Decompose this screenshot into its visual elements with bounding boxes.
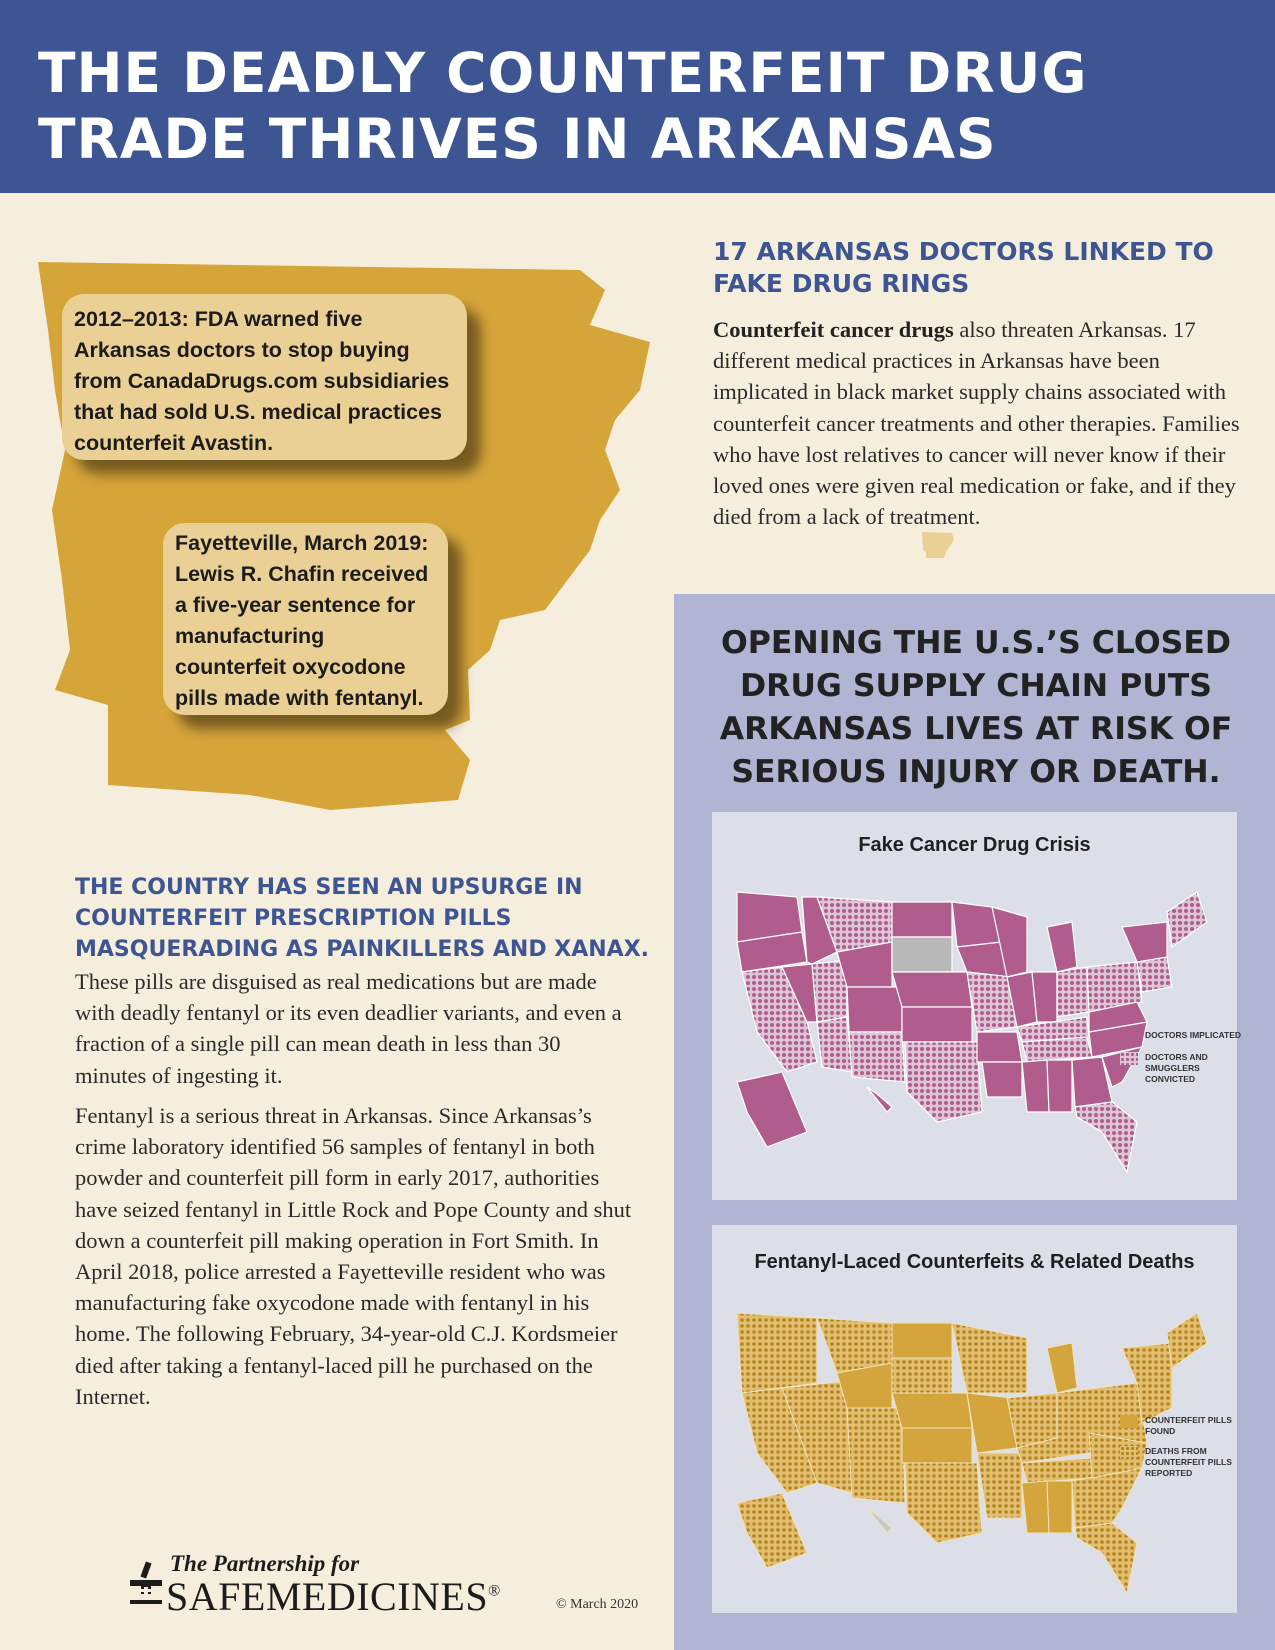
legend-item-doctors-implicated: DOCTORS IMPLICATED [1120, 1030, 1245, 1043]
legend-swatch-dotted [1120, 1052, 1138, 1065]
doctors-text: also threaten Arkansas. 17 different medical practices in Arkansas have been implicated in black market supply chains associated with counterfeit cancer treatments and other therapies. Families who have lost relatives to cancer will never know if their loved ones were given real medication or fake, and if they died from a lack of treatment. [713, 317, 1240, 530]
legend-item-pills-found: COUNTERFEIT PILLS FOUND [1120, 1415, 1245, 1437]
arkansas-end-mark [920, 530, 956, 560]
upsurge-heading: THE COUNTRY HAS SEEN AN UPSURGE IN COUNTERFEIT PRESCRIPTION PILLS MASQUERADING AS PAINKILLERS AND XANAX. [75, 875, 650, 962]
fentanyl-map-title: Fentanyl-Laced Counterfeits & Related Deaths [754, 1251, 1195, 1273]
cancer-map-card [712, 812, 1242, 1200]
logo-tagline: The Partnership for [170, 1551, 360, 1576]
mortar-pestle-icon [126, 1560, 166, 1610]
doctors-body [713, 314, 1243, 532]
us-map-cancer [727, 872, 1217, 1182]
legend-swatch-dotted [1120, 1446, 1138, 1459]
legend-swatch-solid [1120, 1415, 1138, 1428]
fentanyl-map-legend [1120, 1415, 1245, 1488]
upsurge-paragraph-1: These pills are disguised as real medications but are made with deadly fentanyl or its even deadlier variants, and even a fraction of a single pill can mean death in less than 30 minutes of ingesting it. [75, 969, 622, 1088]
page-title: THE DEADLY COUNTERFEIT DRUG TRADE THRIVES IN ARKANSAS [38, 41, 1088, 171]
legend-item-doctors-convicted: DOCTORS AND SMUGGLERS CONVICTED [1120, 1052, 1245, 1085]
header-banner [0, 0, 1275, 193]
doctors-heading: 17 ARKANSAS DOCTORS LINKED TO FAKE DRUG RINGS [713, 237, 1214, 298]
upsurge-paragraph-2: Fentanyl is a serious threat in Arkansas. Since Arkansas’s crime laboratory identified 56 samples of fentanyl in both powder and counterfeit pill form in early 2017, authorities have seized fentanyl in Little Rock and Pope County and shut down a counterfeit pill making operation in Fort Smith. In April 2018, police arrested a Fayetteville resident who was manufacturing fake oxycodone made with fentanyl in his home. The following February, 34-year-old C.J. Kordsmeier died after taking a fentanyl-laced pill he purchased on the Internet. [75, 1103, 632, 1409]
legend-item-deaths-reported: DEATHS FROM COUNTERFEIT PILLS REPORTED [1120, 1446, 1245, 1479]
cancer-map-title: Fake Cancer Drug Crisis [858, 834, 1091, 856]
legend-swatch-solid [1120, 1030, 1138, 1043]
cancer-map-legend [1120, 1030, 1245, 1094]
callout-fda-warning: 2012–2013: FDA warned five Arkansas doctors to stop buying from CanadaDrugs.com subsidiaries that had sold U.S. medical practices counterfeit Avastin. [62, 294, 467, 460]
doctors-lead: Counterfeit cancer drugs [713, 317, 954, 342]
fentanyl-map-card [712, 1225, 1237, 1613]
risk-panel-title: OPENING THE U.S.’S CLOSED DRUG SUPPLY CHAIN PUTS ARKANSAS LIVES AT RISK OF SERIOUS INJURY OR DEATH. [719, 625, 1233, 790]
copyright-date: © March 2020 [556, 1597, 639, 1612]
callout-fayetteville: Fayetteville, March 2019: Lewis R. Chafin received a five-year sentence for manufacturing counterfeit oxycodone pills made with fentanyl. [163, 523, 448, 715]
logo-wordmark: SAFEMEDICINES® [166, 1574, 501, 1619]
